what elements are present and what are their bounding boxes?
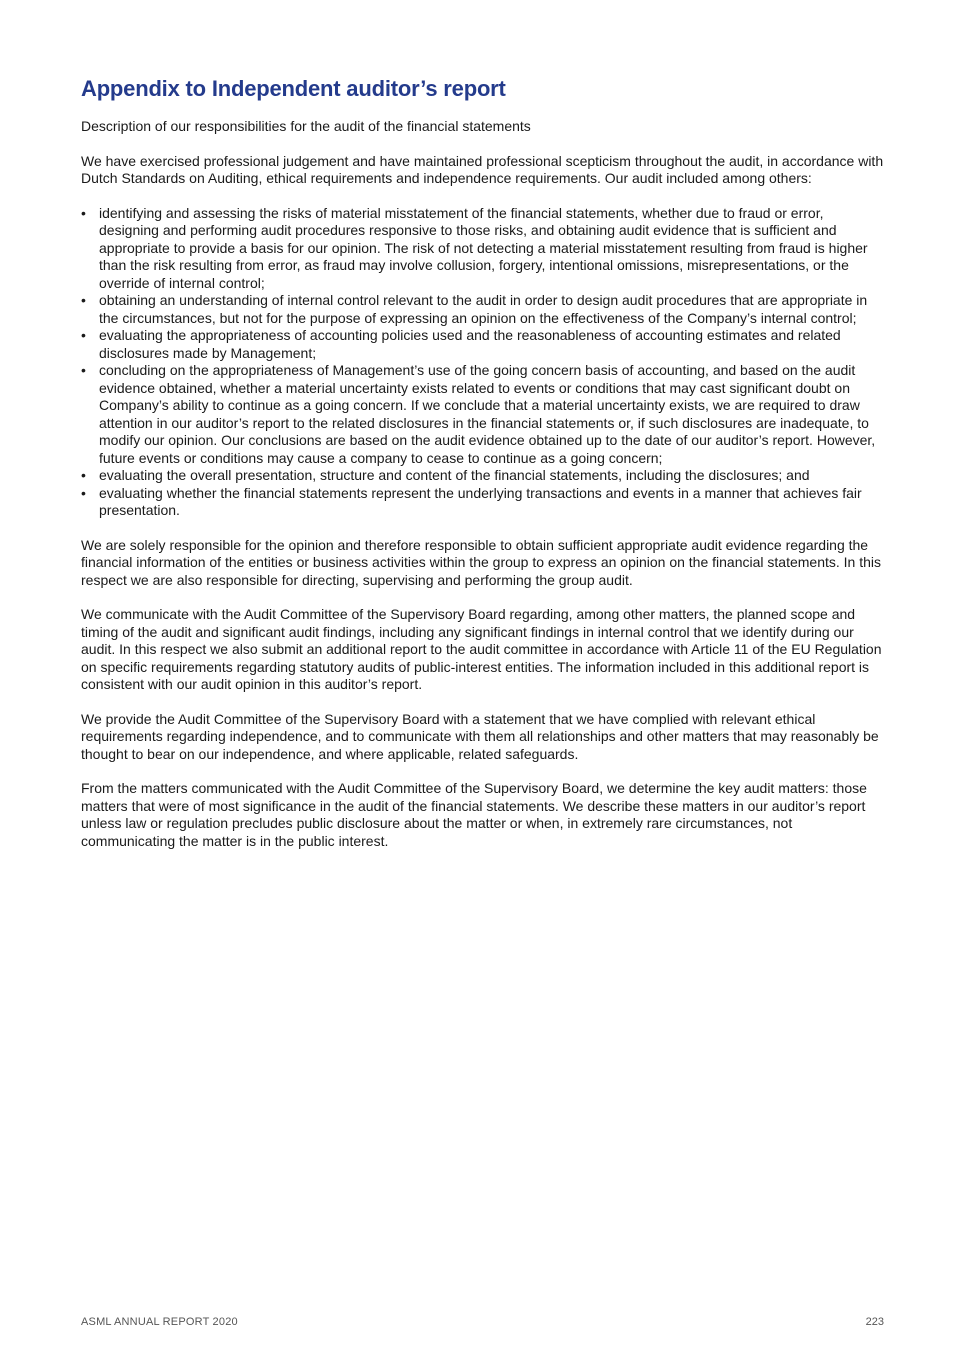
bullet-icon: • <box>81 484 86 501</box>
list-item <box>81 292 887 327</box>
list-item-text: evaluating the overall presentation, structure and content of the financial statements, including the disclosures; and <box>99 467 810 483</box>
bullet-icon: • <box>81 327 86 343</box>
responsibilities-list <box>81 205 887 520</box>
bullet-icon: • <box>81 467 86 483</box>
list-item-text: concluding on the appropriateness of Management’s use of the going concern basis of accounting, and based on the audit evidence obtained, whether a material uncertainty exists related to events or conditions that may cast significant doubt on Company’s ability to continue as a going concern. If we conclude that a material uncertainty exists, we are required to draw attention in our auditor’s report to the related disclosures in the financial statements or, if such disclosures are inadequate, to modify our opinion. Our conclusions are based on the audit evidence obtained up to the date of our auditor’s report. However, future events or conditions may cause a company to cease to continue as a going concern; <box>99 362 876 466</box>
bullet-icon: • <box>81 292 86 308</box>
page-title: Appendix to Independent auditor’s report <box>81 76 506 101</box>
list-item-text: obtaining an understanding of internal control relevant to the audit in order to design audit procedures that are appropriate in the circumstances, but not for the purpose of expressing an opinion on the effectiveness of the Company’s internal control; <box>99 292 868 326</box>
list-item <box>81 485 887 520</box>
list-item <box>81 327 887 362</box>
list-item-text: evaluating whether the financial statements represent the underlying transactions and events in a manner that achieves fair presentation. <box>99 484 862 518</box>
document-body <box>81 76 887 867</box>
paragraph-key-audit-matters: From the matters communicated with the Audit Committee of the Supervisory Board, we determine the key audit matters: those matters that were of most significance in the audit of the financial statements. We describe these matters in our auditor’s report unless law or regulation precludes public disclosure about the matter or when, in extremely rare circumstances, not communicating the matter is in the public interest. <box>81 780 867 849</box>
intro-paragraph: We have exercised professional judgement and have maintained professional scepticism throughout the audit, in accordance with Dutch Standards on Auditing, ethical requirements and independence requirements. Our audit included among others: <box>81 152 884 186</box>
paragraph-independence: We provide the Audit Committee of the Supervisory Board with a statement that we have complied with relevant ethical requirements regarding independence, and to communicate with them all relationships and other matters that may reasonably be thought to bear on our independence, and where applicable, related safeguards. <box>81 710 879 762</box>
list-item <box>81 467 887 485</box>
list-item <box>81 362 887 467</box>
paragraph-audit-committee: We communicate with the Audit Committee of the Supervisory Board regarding, among other matters, the planned scope and timing of the audit and significant audit findings, including any significant findings in internal control that we identify during our audit. In this respect we also submit an additional report to the audit committee in accordance with Article 11 of the EU Regulation on specific requirements regarding statutory audits of public-interest entities. The information included in this additional report is consistent with our audit opinion in this auditor’s report. <box>81 606 882 692</box>
bullet-icon: • <box>81 204 86 221</box>
footer-page-number: 223 <box>865 1316 884 1328</box>
list-item-text: identifying and assessing the risks of material misstatement of the financial statements, whether due to fraud or error, designing and performing audit procedures responsive to those risks, and obtaining audit evidence that is sufficient and appropriate to provide a basis for our opinion. The risk of not detecting a material misstatement resulting from fraud is higher than the risk resulting from error, as fraud may involve collusion, forgery, intentional omissions, misrepresentations, or the override of internal control; <box>99 204 868 291</box>
bullet-icon: • <box>81 362 86 378</box>
list-item <box>81 205 887 293</box>
list-item-text: evaluating the appropriateness of accounting policies used and the reasonableness of accounting estimates and related disclosures made by Management; <box>99 327 841 361</box>
paragraph-group-audit: We are solely responsible for the opinion and therefore responsible to obtain sufficient appropriate audit evidence regarding the financial information of the entities or business activities within the group to express an opinion on the financial statements. In this respect we are also responsible for directing, supervising and performing the group audit. <box>81 536 882 588</box>
section-subtitle: Description of our responsibilities for the audit of the financial statements <box>81 118 531 134</box>
footer-report-name: ASML ANNUAL REPORT 2020 <box>81 1316 238 1328</box>
